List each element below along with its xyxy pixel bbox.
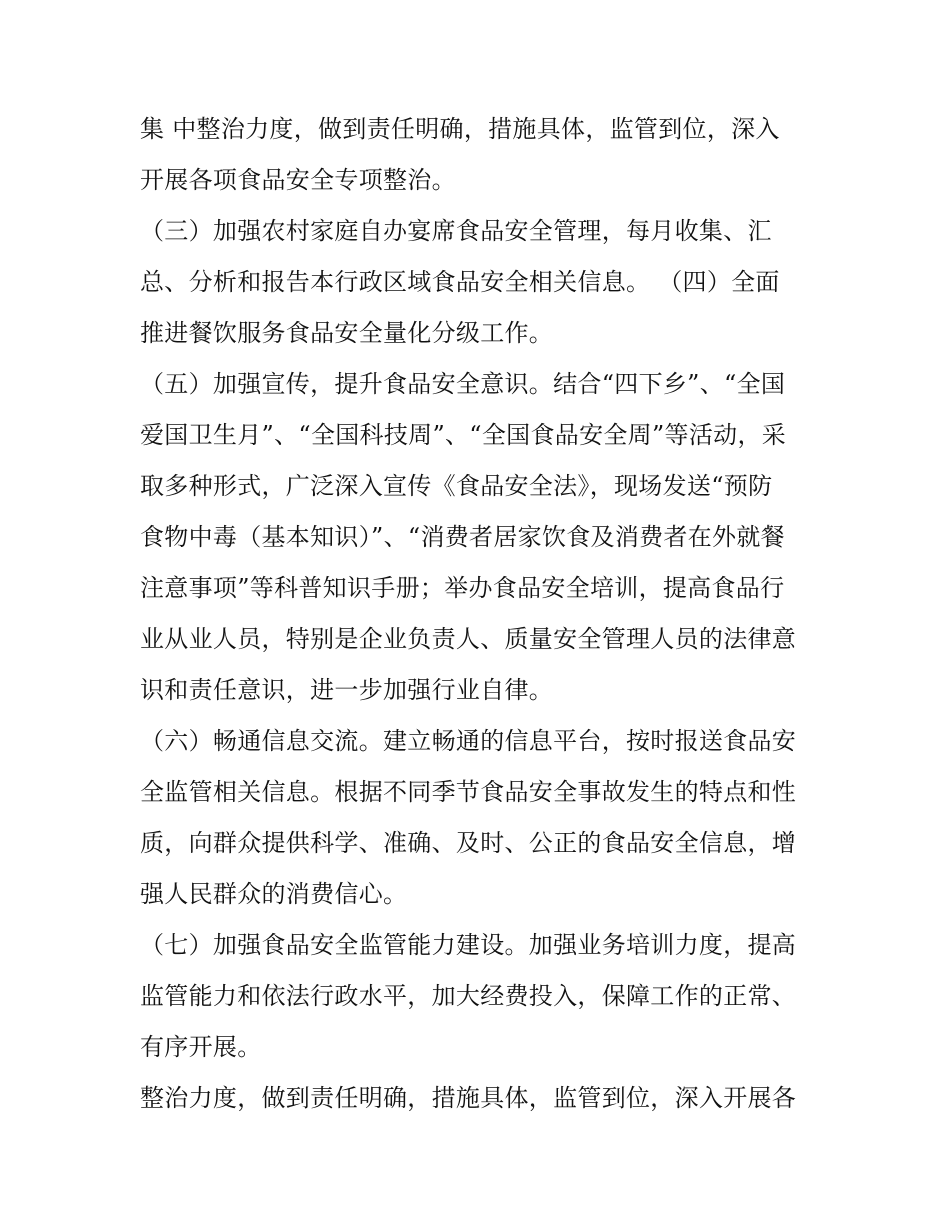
text-line-8: 取多种形式，广泛深入宣传《食品安全法》，现场发送“预防 <box>140 472 773 500</box>
text-line-15: 质，向群众提供科学、准确、及时、公正的食品安全信息，增 <box>140 829 797 857</box>
text-line-1: 集 中整治力度，做到责任明确，措施具体，监管到位，深入 <box>140 115 780 143</box>
text-line-11: 业从业人员，特别是企业负责人、质量安全管理人员的法律意 <box>140 625 797 653</box>
text-line-18: 监管能力和依法行政水平，加大经费投入，保障工作的正常、 <box>140 982 797 1010</box>
text-line-6: （五）加强宣传，提升食品安全意识。结合“四下乡”、“全国 <box>140 370 786 398</box>
text-line-7: 爱国卫生月”、“全国科技周”、“全国食品安全周”等活动，采 <box>140 421 787 449</box>
text-line-5: 推进餐饮服务食品安全量化分级工作。 <box>140 319 554 347</box>
text-line-20: 整治力度，做到责任明确，措施具体，监管到位，深入开展各 <box>140 1084 797 1112</box>
text-line-14: 全监管相关信息。根据不同季节食品安全事故发生的特点和性 <box>140 778 797 806</box>
text-line-2: 开展各项食品安全专项整治。 <box>140 166 456 194</box>
text-line-16: 强人民群众的消费信心。 <box>140 880 408 908</box>
text-line-17: （七）加强食品安全监管能力建设。加强业务培训力度，提高 <box>140 931 797 959</box>
text-line-3: （三）加强农村家庭自办宴席食品安全管理，每月收集、汇 <box>140 217 772 245</box>
text-line-4: 总、分析和报告本行政区域食品安全相关信息。 （四）全面 <box>140 268 780 296</box>
text-line-10: 注意事项”等科普知识手册；举办食品安全培训，提高食品行 <box>140 574 785 602</box>
text-line-12: 识和责任意识，进一步加强行业自律。 <box>140 676 554 704</box>
text-line-9: 食物中毒（基本知识）”、“消费者居家饮食及消费者在外就餐 <box>140 523 785 551</box>
text-line-13: （六）畅通信息交流。建立畅通的信息平台，按时报送食品安 <box>140 727 797 755</box>
text-line-19: 有序开展。 <box>140 1033 262 1061</box>
